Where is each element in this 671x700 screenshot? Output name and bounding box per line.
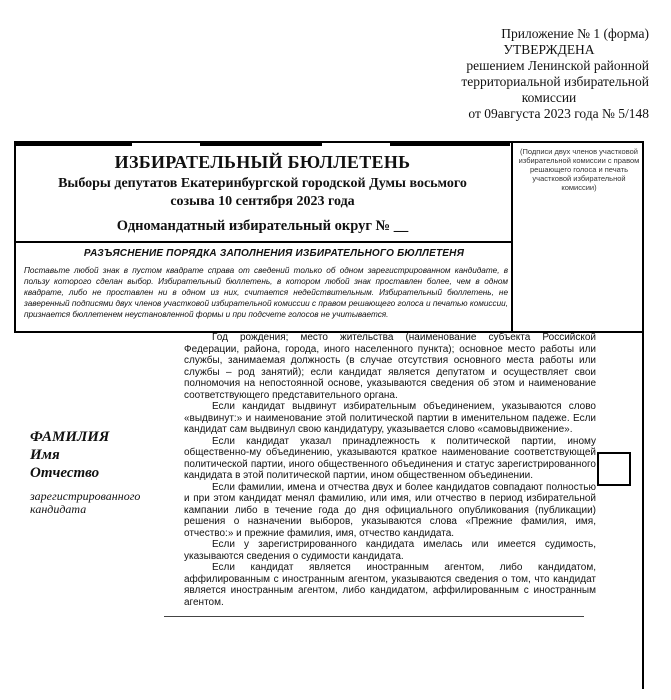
candidate-surname: ФАМИЛИЯ xyxy=(30,429,110,445)
election-name-line-2: созыва 10 сентября 2023 года xyxy=(170,194,355,209)
ballot-title-block xyxy=(20,151,505,235)
signature-seal-note: (Подписи двух членов участковой избирательной комиссии с правом решающего голоса и печать участковой избирательной комиссии) xyxy=(518,147,640,192)
candidate-info-paragraph: Если кандидат указал принадлежность к политической партии, иному общественно-му объединению, указываются краткое наименование соответствующей политической партии, иного общественного объединения и статус зарегистрированного кандидата в этой политической партии, ином общественном объединении. xyxy=(184,435,596,481)
candidate-patronymic: Отчество xyxy=(30,465,100,481)
title-separator xyxy=(14,241,512,243)
candidate-info-paragraph: Год рождения; место жительства (наименование субъекта Российской Федерации, района, города, иного населенного пункта); основное место работы или службы, занимаемая должность (в случае отсутствия основного места работы или службы – род занятий); если кандидат является депутатом и осуществляет свои полномочия на непостоянной основе, указываются сведения об этом и наименование соответствующего представительного органа. xyxy=(184,332,596,401)
candidate-caption-line-2: кандидата xyxy=(30,502,87,516)
approval-line-4: территориальной избирательной xyxy=(461,74,649,89)
explanation-heading: РАЗЪЯСНЕНИЕ ПОРЯДКА ЗАПОЛНЕНИЯ ИЗБИРАТЕЛЬНОГО БЮЛЛЕТЕНЯ xyxy=(83,248,465,259)
approval-line-3: решением Ленинской районной xyxy=(466,58,649,73)
ballot-left-border xyxy=(14,141,16,333)
candidate-bottom-rule xyxy=(164,616,584,617)
district-label: Одномандатный избирательный округ № __ xyxy=(116,218,409,234)
approval-line-5: комиссии xyxy=(521,90,577,105)
candidate-caption-line-1: зарегистрированного xyxy=(30,489,141,503)
approved-label: УТВЕРЖДЕНА xyxy=(503,42,595,57)
ballot-divider-vertical xyxy=(511,141,513,333)
candidate-info xyxy=(184,332,596,608)
appendix-label: Приложение № 1 (форма) xyxy=(501,26,649,41)
candidate-first-name: Имя xyxy=(30,447,60,463)
approval-header xyxy=(409,26,649,122)
ballot-top-bar-right xyxy=(390,141,510,146)
approval-date-line: от 09августа 2023 года № 5/148 xyxy=(468,106,649,121)
ballot-top-bar-middle xyxy=(200,141,322,146)
election-name-line-1: Выборы депутатов Екатеринбургской городской Думы восьмого xyxy=(58,176,467,191)
ballot-form xyxy=(14,141,644,689)
candidate-info-paragraph: Если кандидат выдвинут избирательным объединением, указываются слово «выдвинут:» и наименование этой политической партии в именительном падеже. Если кандидат сам выдвинул свою кандидатуру, указывается слово «самовыдвижение». xyxy=(184,401,596,435)
candidate-info-paragraph: Если кандидат является иностранным агентом, либо кандидатом, аффилированным с иностранным агентом, указываются сведения о том, что кандидат является иностранным агентом, либо кандидатом, аффилированным с иностранным агентом. xyxy=(184,562,596,608)
candidate-info-paragraph: Если фамилии, имена и отчества двух и более кандидатов совпадают полностью и при этом кандидат менял фамилию, или имя, или отчество в период избирательной кампании либо в течение года до дня официального опубликования (публикации) решения о назначении выборов, указываются слова «Прежние фамилия, имя, отчество:» и прежние фамилия, имя, отчество кандидата. xyxy=(184,481,596,539)
candidate-name-block xyxy=(30,428,180,515)
explanation-text: Поставьте любой знак в пустом квадрате справа от сведений только об одном зарегистрированном кандидате, в пользу которого сделан выбор. Избирательный бюллетень, в котором любой знак проставлен более, чем в одном квадрате, либо не проставлен ни в одном из них, считается недействительным. Избирательный бюллетень, не заверенный подписями двух членов участковой избирательной комиссии с правом решающего голоса и печатью комиссии, признается бюллетенем неустановленной формы и при подсчете голосов не учитывается. xyxy=(24,266,508,319)
vote-checkbox[interactable] xyxy=(597,452,631,486)
ballot-top-bar-left xyxy=(14,141,132,146)
candidate-info-paragraph: Если у зарегистрированного кандидата имелась или имеется судимость, указываются сведения о судимости кандидата. xyxy=(184,539,596,562)
ballot-right-border xyxy=(642,141,644,689)
ballot-title: ИЗБИРАТЕЛЬНЫЙ БЮЛЛЕТЕНЬ xyxy=(114,152,411,172)
